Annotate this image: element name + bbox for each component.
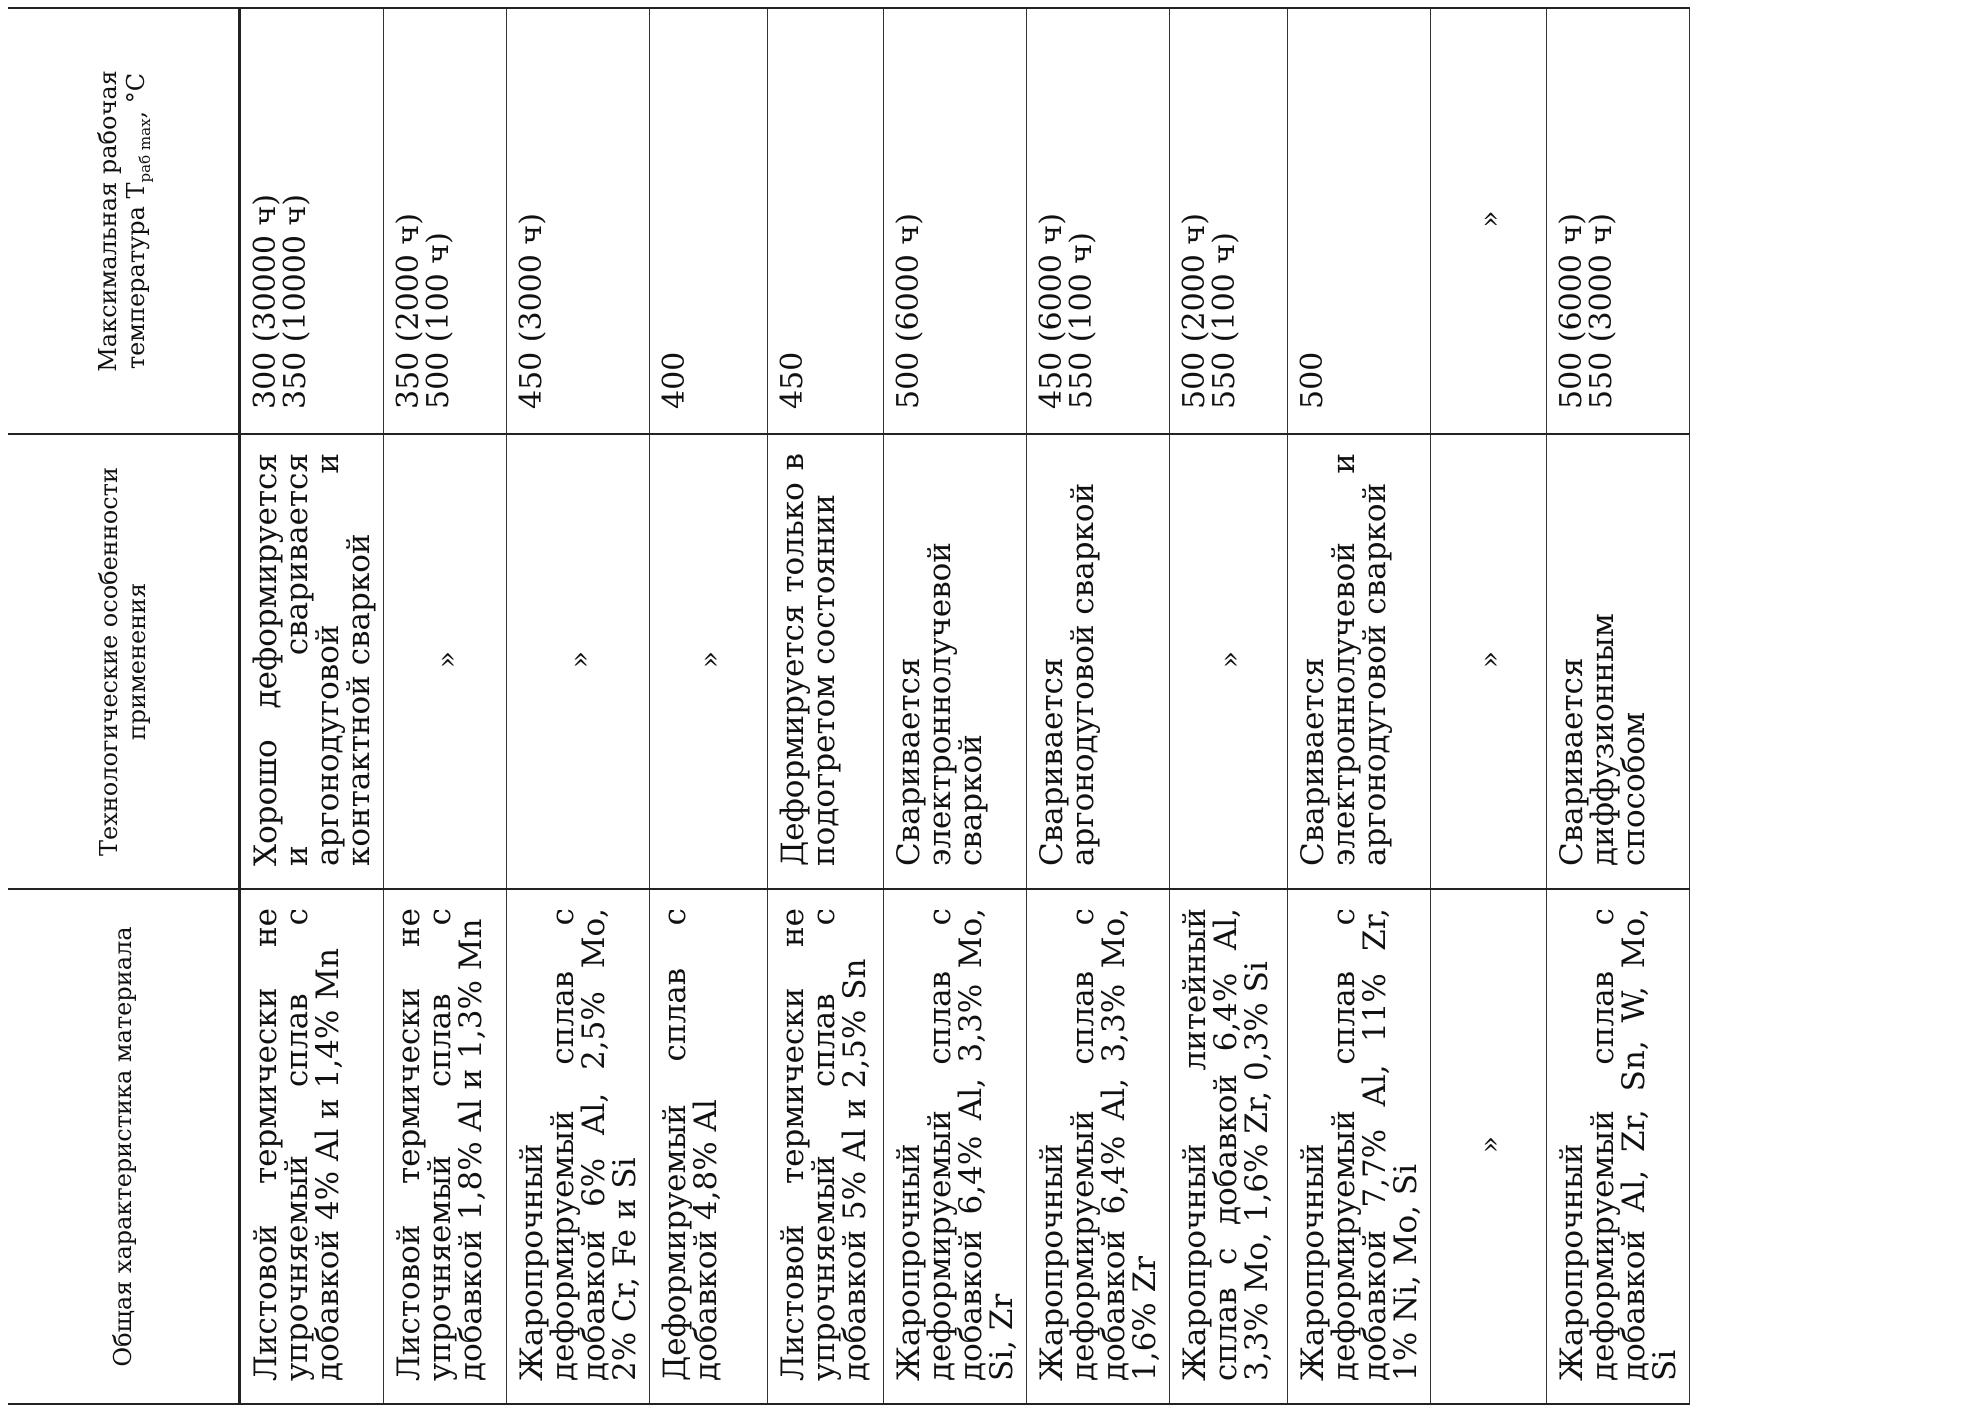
table-row <box>1288 8 1431 1404</box>
temperature-cell <box>1547 8 1690 434</box>
material-cell: Листовой термически не упрочняемый сплав с добавкой 4% Al и 1,4% Mn <box>240 889 384 1404</box>
material-cell: Жаропрочный деформируемый сплав с добавкой Al, Zr, Sn, W, Mo, Si <box>1547 889 1690 1404</box>
material-cell: Жаропрочный деформируемый сплав с добавкой 7,7% Al, 11% Zr, 1% Ni, Mo, Si <box>1288 889 1431 1404</box>
temperature-cell <box>1170 8 1288 434</box>
alloy-properties-table <box>8 7 1690 1405</box>
technology-cell: » <box>1170 434 1288 889</box>
material-cell: Жаропрочный литейный сплав с добавкой 6,4% Al, 3,3% Mo, 1,6% Zr, 0,3% Si <box>1170 889 1288 1404</box>
technology-cell: Сваривается электроннолучевой и аргонодуговой сваркой <box>1288 434 1431 889</box>
material-cell: Жаропрочный деформируемый сплав с добавкой 6% Al, 2,5% Mo, 2% Cr, Fe и Si <box>507 889 650 1404</box>
table-row <box>1431 8 1547 1404</box>
technology-cell: » <box>1431 434 1547 889</box>
table-row <box>768 8 884 1404</box>
temperature-value: 500 (100 ч) <box>421 232 456 409</box>
temperature-cell <box>1027 8 1170 434</box>
temperature-cell <box>384 8 507 434</box>
technology-cell: Хорошо деформируется и сваривается аргонодуговой и контактной сваркой <box>240 434 384 889</box>
technology-cell: Сваривается аргонодуговой сваркой <box>1027 434 1170 889</box>
table-row <box>384 8 507 1404</box>
temperature-cell <box>240 8 384 434</box>
temperature-value: 500 <box>1295 351 1330 409</box>
table-row <box>650 8 768 1404</box>
header-temperature-label: Максимальная рабочая температура T <box>93 70 150 372</box>
technology-cell: Деформируется только в подогретом состоянии <box>768 434 884 889</box>
temperature-cell <box>884 8 1027 434</box>
temperature-value: 450 (3000 ч) <box>514 213 549 409</box>
material-cell: Жаропрочный деформируемый сплав с добавкой 6,4% Al, 3,3% Mo, 1,6% Zr <box>1027 889 1170 1404</box>
technology-cell: Сваривается диффузионным способом <box>1547 434 1690 889</box>
temperature-value: 350 (2000 ч) <box>391 213 426 409</box>
temperature-value: 350 (10000 ч) <box>278 193 313 409</box>
table-row <box>884 8 1027 1404</box>
header-material: Общая характеристика материала <box>8 889 240 1404</box>
temperature-value: » <box>1473 210 1506 228</box>
table-row <box>1547 8 1690 1404</box>
header-temperature <box>8 8 240 434</box>
temperature-cell <box>650 8 768 434</box>
table-row <box>240 8 384 1404</box>
temperature-value: 500 (6000 ч) <box>891 213 926 409</box>
temperature-value: 550 (100 ч) <box>1207 232 1242 409</box>
header-temperature-subscript: раб max <box>135 118 154 183</box>
material-cell: Листовой термически не упрочняемый сплав с добавкой 1,8% Al и 1,3% Mn <box>384 889 507 1404</box>
material-cell: Жаропрочный деформируемый сплав с добавкой 6,4% Al, 3,3% Mo, Si, Zr <box>884 889 1027 1404</box>
technology-cell: » <box>507 434 650 889</box>
technology-cell: Сваривается электроннолучевой сваркой <box>884 434 1027 889</box>
temperature-cell <box>1288 8 1431 434</box>
temperature-value: 450 (6000 ч) <box>1034 213 1069 409</box>
table-row <box>507 8 650 1404</box>
temperature-cell <box>507 8 650 434</box>
table-header-row <box>8 8 240 1404</box>
temperature-value: 550 (3000 ч) <box>1584 213 1619 409</box>
temperature-value: 500 (6000 ч) <box>1554 213 1589 409</box>
temperature-cell <box>768 8 884 434</box>
temperature-cell <box>1431 8 1547 434</box>
temperature-value: 500 (2000 ч) <box>1177 213 1212 409</box>
table-row <box>1027 8 1170 1404</box>
temperature-value: 450 <box>775 351 810 409</box>
material-cell: » <box>1431 889 1547 1404</box>
temperature-value: 300 (30000 ч) <box>248 193 283 409</box>
temperature-value: 550 (100 ч) <box>1064 232 1099 409</box>
technology-cell: » <box>384 434 507 889</box>
header-technology: Технологические особенности применения <box>8 434 240 889</box>
material-cell: Листовой термически не упрочняемый сплав с добавкой 5% Al и 2,5% Sn <box>768 889 884 1404</box>
header-temperature-unit: , °C <box>121 72 150 119</box>
table-body <box>240 8 1690 1404</box>
table-row <box>1170 8 1288 1404</box>
material-cell: Деформируемый сплав с добавкой 4,8% Al <box>650 889 768 1404</box>
temperature-value: 400 <box>657 351 692 409</box>
technology-cell: » <box>650 434 768 889</box>
